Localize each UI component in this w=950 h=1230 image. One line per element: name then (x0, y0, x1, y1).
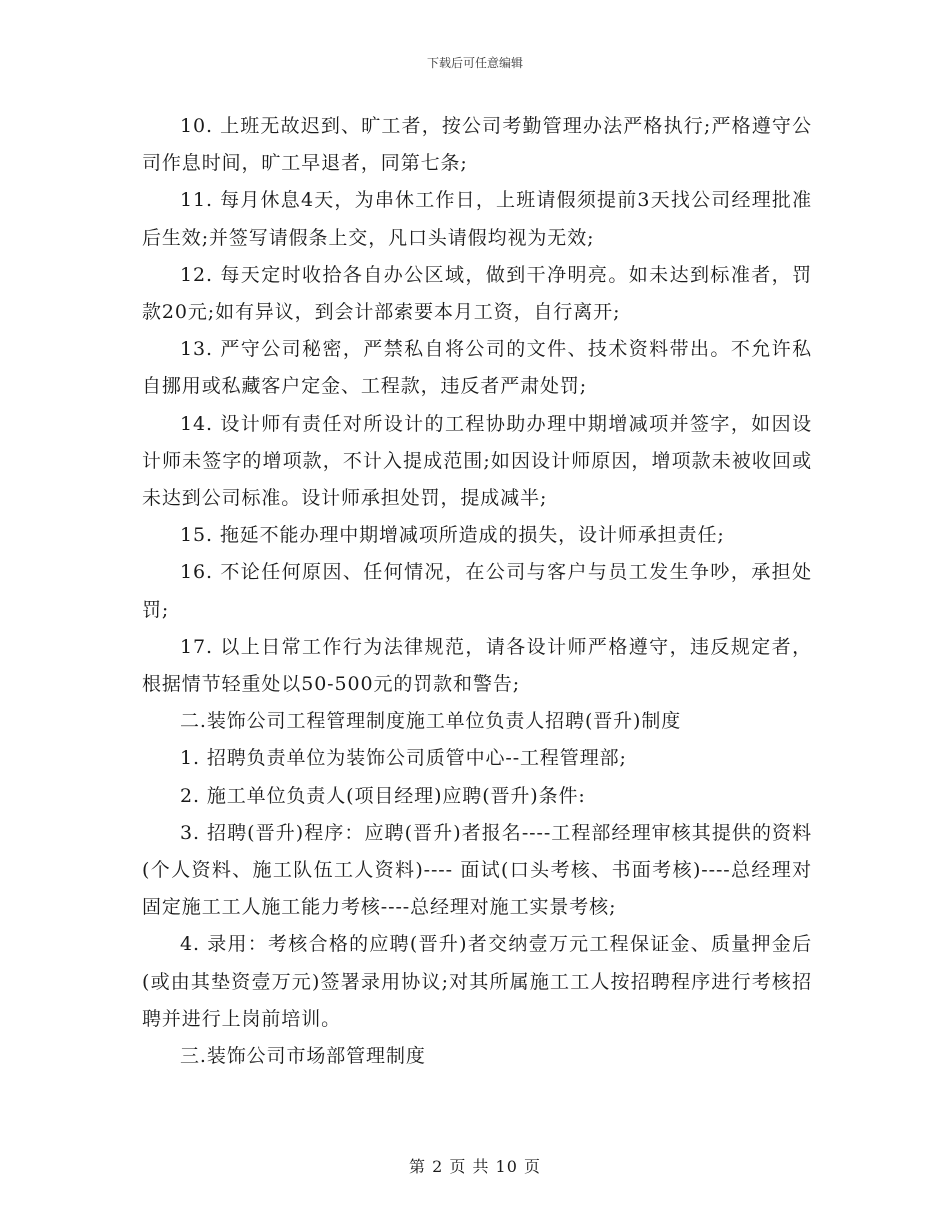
paragraph-16: 16. 不论任何原因、任何情况，在公司与客户与员工发生争吵，承担处罚; (142, 561, 812, 621)
paragraph-10: 10. 上班无故迟到、旷工者，按公司考勤管理办法严格执行;严格遵守公司作息时间，旷工早退者，同第七条; (142, 115, 812, 175)
section-heading-3: 三.装饰公司市场部管理制度 (180, 1045, 426, 1068)
paragraph-17: 17. 以上日常工作行为法律规范，请各设计师严格遵守，违反规定者，根据情节轻重处以50-500元的罚款和警告; (142, 635, 812, 696)
document-body (142, 108, 812, 1075)
paragraph-2-3: 3. 招聘(晋升)程序：应聘(晋升)者报名----工程部经理审核其提供的资料(个人资料、施工队伍工人资料)---- 面试(口头考核、书面考核)----总经理对固定施工工人施工能力考核----总经理对施工实景考核; (142, 821, 812, 919)
page-number: 第 2 页 共 10 页 (409, 1157, 541, 1176)
paragraph-12: 12. 每天定时收拾各自办公区域，做到干净明亮。如未达到标准者，罚款20元;如有异议，到会计部索要本月工资，自行离开; (142, 263, 812, 324)
paragraph-11: 11. 每月休息4天，为串休工作日，上班请假须提前3天找公司经理批准后生效;并签写请假条上交，凡口头请假均视为无效; (142, 189, 812, 249)
paragraph-2-1: 1. 招聘负责单位为装饰公司质管中心--工程管理部; (180, 747, 627, 770)
section-heading-2: 二.装饰公司工程管理制度施工单位负责人招聘(晋升)制度 (180, 710, 682, 733)
paragraph-13: 13. 严守公司秘密，严禁私自将公司的文件、技术资料带出。不允许私自挪用或私藏客户定金、工程款，违反者严肃处罚; (142, 338, 812, 398)
paragraph-15: 15. 拖延不能办理中期增减项所造成的损失，设计师承担责任; (180, 524, 725, 547)
paragraph-2-2: 2. 施工单位负责人(项目经理)应聘(晋升)条件: (180, 784, 586, 807)
paragraph-2-4: 4. 录用：考核合格的应聘(晋升)者交纳壹万元工程保证金、质量押金后(或由其垫资壹万元)签署录用协议;对其所属施工工人按招聘程序进行考核招聘并进行上岗前培训。 (142, 933, 812, 1030)
paragraph-14: 14. 设计师有责任对所设计的工程协助办理中期增减项并签字，如因设计师未签字的增项款，不计入提成范围;如因设计师原因，增项款未被收回或未达到公司标准。设计师承担处罚，提成减半; (142, 412, 812, 510)
page-header: 下载后可任意编辑 (426, 56, 523, 70)
